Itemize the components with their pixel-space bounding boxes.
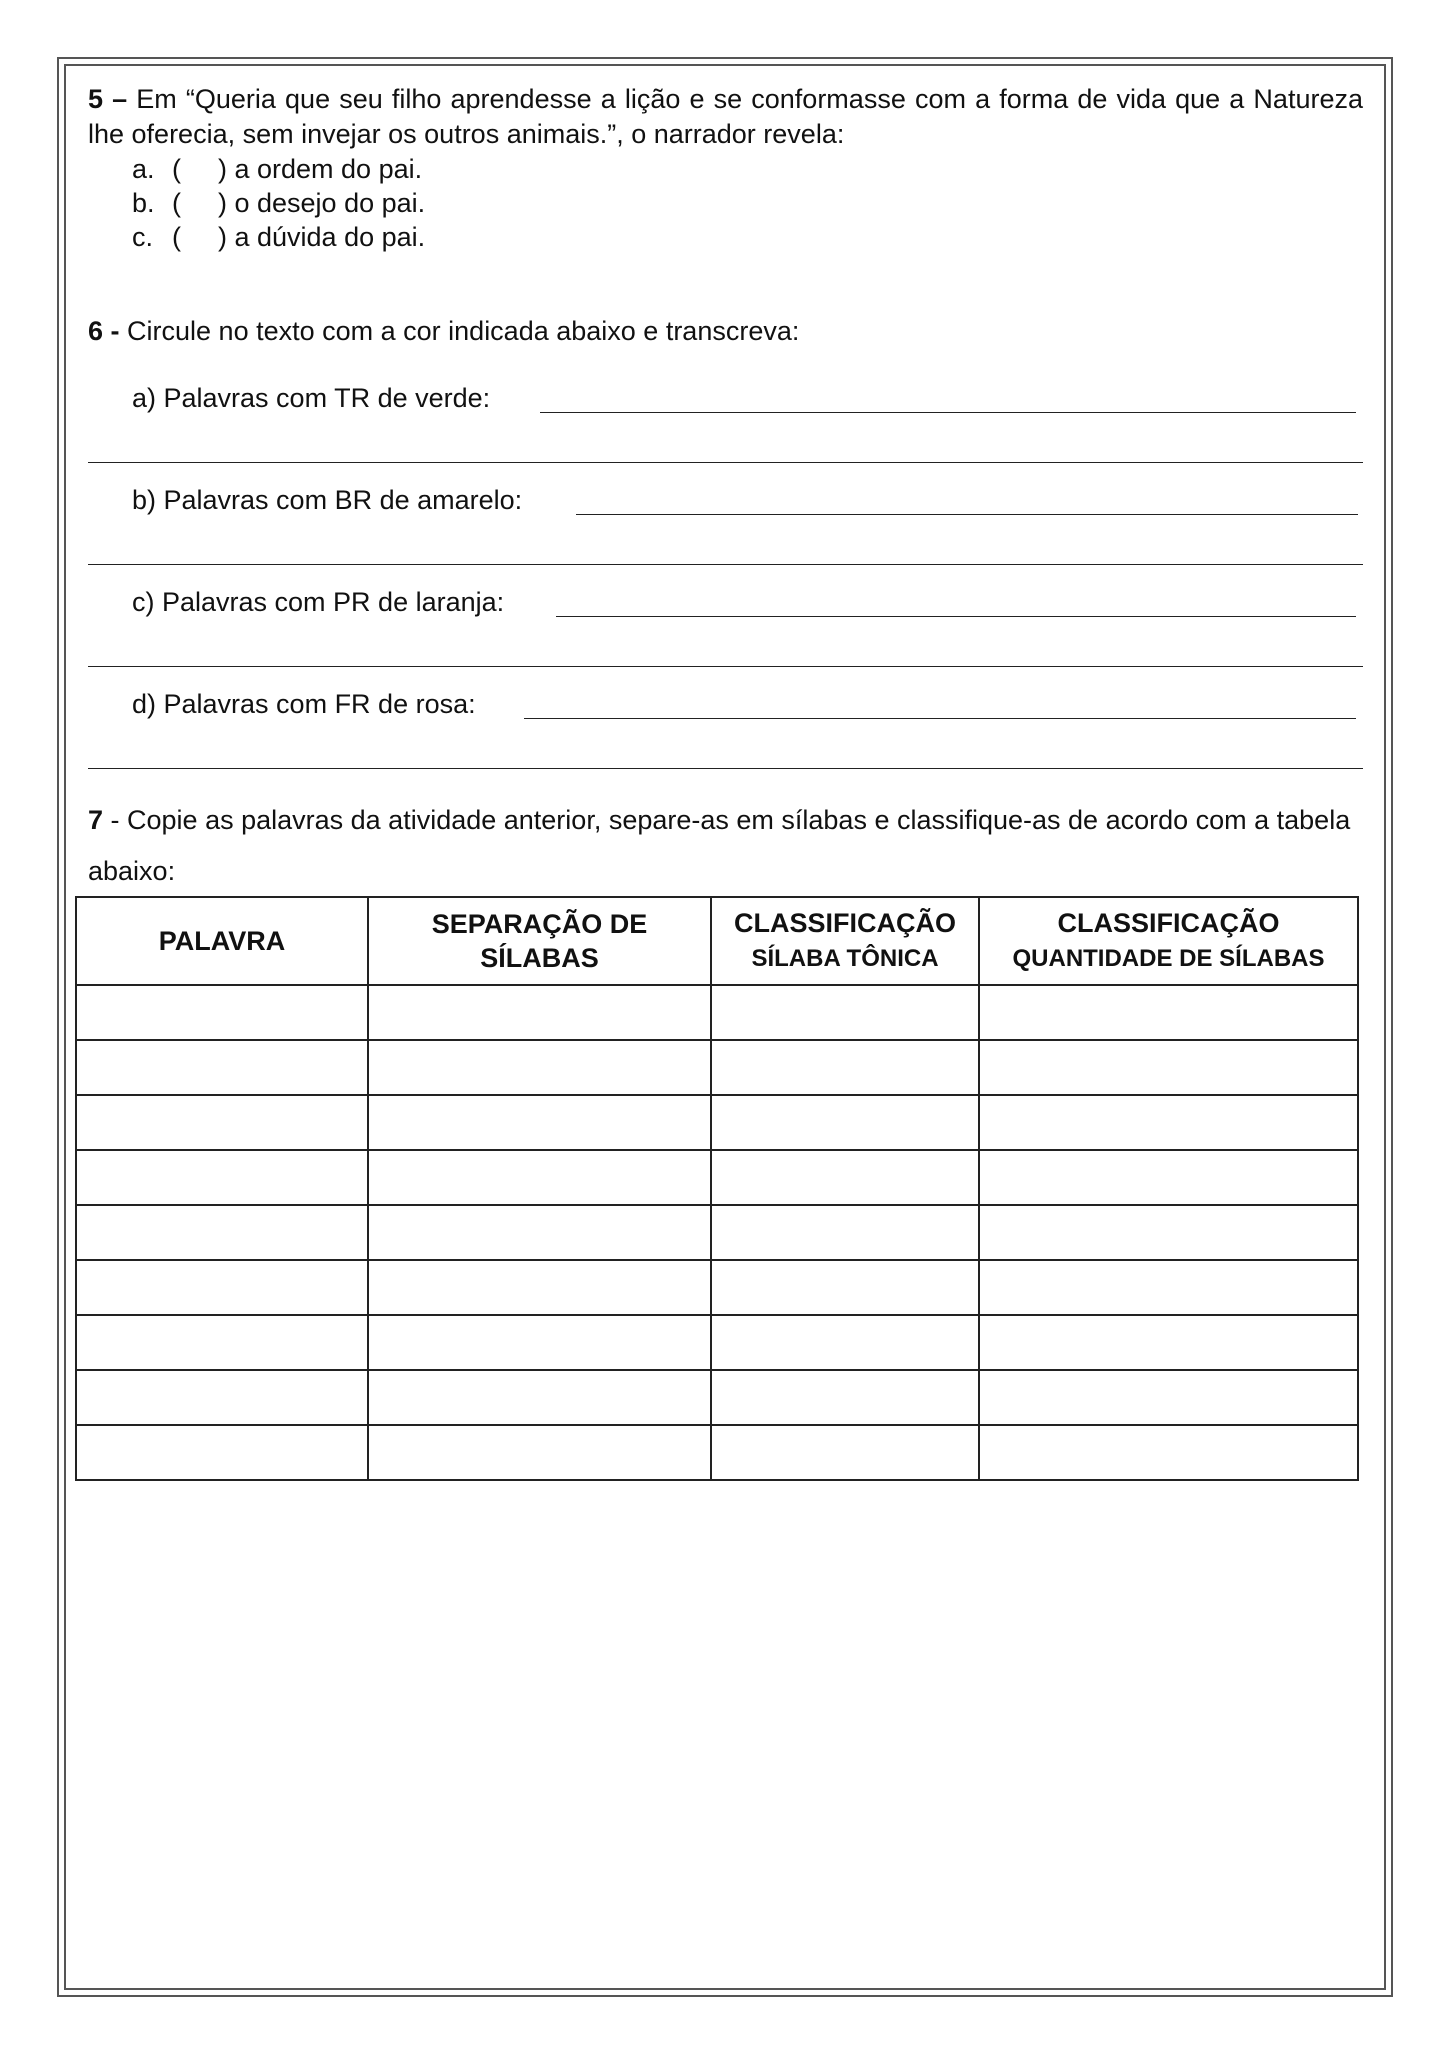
answer-item-d [88, 653, 1363, 755]
table-row [76, 1095, 1358, 1150]
option-checkbox[interactable]: ( [172, 188, 181, 218]
table-row [76, 1150, 1358, 1205]
question-6-statement [88, 316, 1363, 347]
question-6 [88, 316, 1363, 755]
answer-line[interactable] [524, 718, 1356, 719]
table-cell[interactable] [711, 1260, 979, 1315]
question-6-number: 6 - [88, 316, 120, 346]
table-cell[interactable] [368, 985, 711, 1040]
question-7-text: - Copie as palavras da atividade anterior, separe-as em sílabas e classifique-as de acordo com a tabela abaixo: [88, 805, 1351, 886]
table-cell[interactable] [76, 1040, 368, 1095]
table-cell[interactable] [76, 1260, 368, 1315]
table-row [76, 1370, 1358, 1425]
option-letter: c. [132, 222, 154, 252]
table-cell[interactable] [979, 1370, 1358, 1425]
option-checkbox[interactable]: ( [172, 154, 181, 184]
answer-line[interactable] [88, 768, 1363, 769]
option-text: ) a dúvida do pai. [218, 222, 426, 252]
answer-label: b) Palavras com BR de amarelo: [132, 485, 523, 515]
option-text: ) a ordem do pai. [218, 154, 423, 184]
table-cell[interactable] [979, 1315, 1358, 1370]
answer-item-b [88, 449, 1363, 551]
table-header-row [76, 897, 1358, 985]
option-a[interactable] [132, 152, 1363, 186]
table-cell[interactable] [368, 1260, 711, 1315]
question-5-options [88, 152, 1363, 254]
table-row [76, 1425, 1358, 1480]
question-5 [88, 82, 1363, 254]
table-cell[interactable] [979, 1150, 1358, 1205]
table-cell[interactable] [711, 985, 979, 1040]
table-cell[interactable] [368, 1315, 711, 1370]
table-cell[interactable] [711, 1040, 979, 1095]
table-cell[interactable] [979, 1260, 1358, 1315]
table-cell[interactable] [76, 1095, 368, 1150]
header-subtext: SÍLABAS [480, 943, 599, 973]
header-text: SEPARAÇÃO DE [431, 909, 648, 939]
header-classificacao-quantidade [979, 897, 1358, 985]
answer-label: a) Palavras com TR de verde: [132, 383, 491, 413]
option-letter: b. [132, 188, 155, 218]
header-text: PALAVRA [158, 926, 286, 956]
table-cell[interactable] [979, 1425, 1358, 1480]
table-cell[interactable] [979, 1040, 1358, 1095]
table-cell[interactable] [76, 1205, 368, 1260]
header-classificacao-tonica [711, 897, 979, 985]
answer-item-c [88, 551, 1363, 653]
option-c[interactable] [132, 220, 1363, 254]
answer-label: d) Palavras com FR de rosa: [132, 689, 476, 719]
answer-item-a [88, 347, 1363, 449]
table-row [76, 1315, 1358, 1370]
table-cell[interactable] [711, 1205, 979, 1260]
question-5-number: 5 – [88, 84, 128, 114]
table-cell[interactable] [711, 1095, 979, 1150]
table-cell[interactable] [979, 985, 1358, 1040]
option-b[interactable] [132, 186, 1363, 220]
table-row [76, 1040, 1358, 1095]
table-cell[interactable] [76, 1425, 368, 1480]
header-palavra [76, 897, 368, 985]
answer-line[interactable] [540, 412, 1356, 413]
option-text: ) o desejo do pai. [218, 188, 426, 218]
question-5-statement [88, 82, 1363, 152]
table-cell[interactable] [76, 1315, 368, 1370]
table-cell[interactable] [76, 1150, 368, 1205]
header-separacao [368, 897, 711, 985]
syllable-table [75, 896, 1359, 1481]
question-7-statement [88, 795, 1363, 897]
table-cell[interactable] [368, 1095, 711, 1150]
table-cell[interactable] [76, 1370, 368, 1425]
table-cell[interactable] [76, 985, 368, 1040]
table-cell[interactable] [368, 1205, 711, 1260]
table-row [76, 1260, 1358, 1315]
table-cell[interactable] [368, 1040, 711, 1095]
table-cell[interactable] [368, 1370, 711, 1425]
answer-label: c) Palavras com PR de laranja: [132, 587, 505, 617]
question-6-text: Circule no texto com a cor indicada abaixo e transcreva: [127, 316, 800, 346]
option-letter: a. [132, 154, 155, 184]
header-subtext: QUANTIDADE DE SÍLABAS [1012, 945, 1325, 972]
table-row [76, 1205, 1358, 1260]
header-subtext: SÍLABA TÔNICA [751, 945, 939, 972]
answer-line[interactable] [556, 616, 1356, 617]
table-cell[interactable] [711, 1425, 979, 1480]
table-cell[interactable] [979, 1205, 1358, 1260]
option-checkbox[interactable]: ( [172, 222, 181, 252]
table-cell[interactable] [979, 1095, 1358, 1150]
question-7-number: 7 [88, 805, 104, 835]
table-body [76, 985, 1358, 1480]
table-cell[interactable] [711, 1370, 979, 1425]
table-cell[interactable] [711, 1315, 979, 1370]
table-row [76, 985, 1358, 1040]
question-7 [88, 795, 1363, 897]
header-text: CLASSIFICAÇÃO [734, 908, 956, 938]
question-5-text: Em “Queria que seu filho aprendesse a lição e se conformasse com a forma de vida que a Natureza lhe oferecia, sem invejar os outros animais.”, o narrador revela: [88, 84, 1363, 149]
table-cell[interactable] [368, 1150, 711, 1205]
worksheet-content [88, 82, 1363, 897]
table-cell[interactable] [368, 1425, 711, 1480]
header-text: CLASSIFICAÇÃO [1057, 908, 1280, 938]
table-cell[interactable] [711, 1150, 979, 1205]
answer-line[interactable] [576, 514, 1358, 515]
